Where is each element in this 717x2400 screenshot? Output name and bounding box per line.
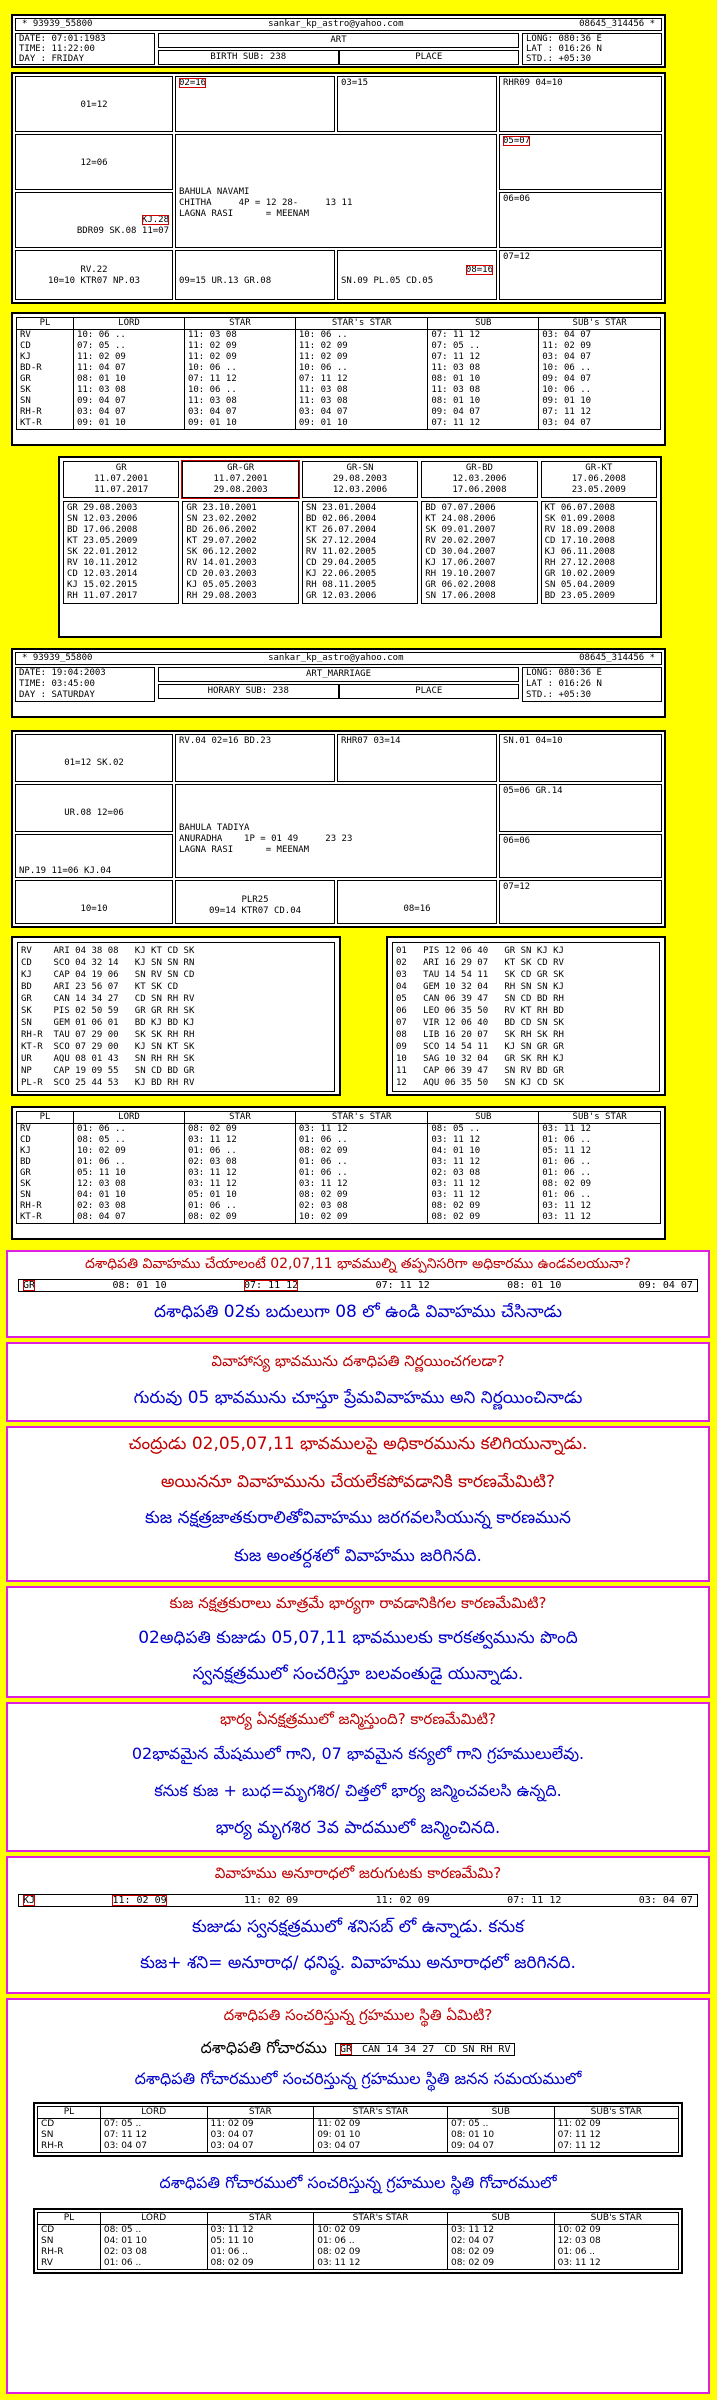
cell: 10: 06 .. 07: 05 .. 11: 02 09 11: 04 07 08: 01 10 11: 03 08 09: 04 07 03: 04 07 09: 01 10 <box>74 330 185 430</box>
cell: RV CD KJ BD-R GR SK SN RH-R KT-R <box>17 330 74 430</box>
house-11-label: BDR09 SK.08 11=07 <box>76 226 169 236</box>
cell: 10: 02 09 01: 06 .. 08: 02 09 03: 11 12 <box>314 2225 448 2270</box>
col-subs-star: SUB's STAR <box>554 2213 678 2225</box>
col-pl: PL <box>38 2107 101 2119</box>
house-8 <box>337 250 497 300</box>
latitude: LAT : 016:26 N <box>526 44 602 54</box>
col-stars-star: STAR's STAR <box>314 2213 448 2225</box>
phone-id: * 93939_55800 <box>22 19 93 29</box>
col-sub: SUB <box>447 2107 554 2119</box>
cell: 03: 04 07 11: 02 09 03: 04 07 10: 06 .. 09: 04 07 10: 06 .. 09: 01 10 07: 11 12 03: 04 07 <box>539 330 661 430</box>
strip-cell: 08: 01 10 <box>112 1280 167 1291</box>
strip-cell: 07: 11 12 <box>244 1280 299 1291</box>
horary-time: TIME: 03:45:00 <box>19 679 95 689</box>
answer-line: కుజ నక్షత్రజాతకురాలితోవివాహము జరగవలసియున్న కారణమున <box>145 1508 571 1528</box>
email: sankar_kp_astro@yahoo.com <box>268 653 404 663</box>
answer-text: గురువు 05 భావమును చూస్తూ ప్రేమవివాహము అని నిర్ణయించినాడు <box>133 1388 583 1408</box>
birth-sub: BIRTH SUB: 238 <box>158 50 339 65</box>
strip-cell: 07: 11 12 <box>507 1895 562 1906</box>
cell: 07: 11 12 07: 05 .. 07: 11 12 11: 03 08 08: 01 10 11: 03 08 08: 01 10 09: 04 07 07: 11 12 <box>428 330 539 430</box>
house-7: 07=12 <box>499 880 662 924</box>
question-block-6 <box>6 1856 710 1994</box>
dasa-table <box>58 456 662 638</box>
cell: CD SN RH-R RV <box>38 2225 101 2270</box>
question-text: వివాహాస్య భావమును దశాధిపతి నిర్ణయించగలడా? <box>211 1352 505 1370</box>
cell: 01: 06 .. 08: 05 .. 10: 02 09 01: 06 .. 05: 11 10 12: 03 08 04: 01 10 02: 03 08 08: 04 07 <box>74 1124 185 1224</box>
chart2-header <box>11 648 666 718</box>
question-block-1 <box>6 1250 710 1338</box>
house-11 <box>15 192 173 248</box>
cell: 11: 02 09 07: 11 12 07: 11 12 <box>554 2119 678 2153</box>
gr-strip <box>18 1279 698 1292</box>
col-pl: PL <box>17 318 74 330</box>
cell: 07: 05 .. 08: 01 10 09: 04 07 <box>447 2119 554 2153</box>
cell: CD SN RH-R <box>38 2119 101 2153</box>
transit-table-gochara <box>33 2208 683 2274</box>
cusp-list: 01 PIS 12 06 40 GR SN KJ KJ 02 ARI 16 29 07 KT SK CD RV 03 TAU 14 54 11 SK CD GR SK 04 GEM 10 32 04 RH SN SN KJ 05 CAN 06 39 47 SN CD BD RH 06 LEO 06 35 50 RV KT RH BD 07 VIR 12 06 40 BD CD SN SK 08 LIB 16 20 07 SK RH SK RH 09 SCO 14 54 11 KJ SN GR GR 10 SAG 10 32 04 GR SK RH KJ 11 CAP 06 39 47 SN RV BD GR 12 AQU 06 35 50 SN KJ CD SK <box>392 942 660 1092</box>
horary-date: DATE: 19:04:2003 <box>19 668 106 678</box>
significator-table-2 <box>11 1106 666 1240</box>
house-8-label: 08=16 <box>465 265 493 275</box>
col-subs-star: SUB's STAR <box>539 318 661 330</box>
horary-sub: HORARY SUB: 238 <box>158 684 339 699</box>
house-2-label: 02=16 <box>179 78 207 88</box>
col-pl: PL <box>17 1112 74 1124</box>
strip-cell: 08: 01 10 <box>507 1280 562 1291</box>
question-text: భార్య ఏనక్షత్రములో జన్మిస్తుంది? కారణమేమిటి? <box>219 1710 497 1728</box>
house-8-planets: SN.09 PL.05 CD.05 <box>341 276 434 286</box>
kj-strip <box>18 1894 698 1907</box>
house-5 <box>499 134 662 190</box>
cusp-positions-right <box>386 936 666 1096</box>
cell: 03: 11 12 05: 11 10 01: 06 .. 08: 02 09 <box>207 2225 314 2270</box>
col-sub: SUB <box>428 318 539 330</box>
longitude: LONG: 080:36 E <box>526 34 602 44</box>
chart-title: ART <box>158 33 519 48</box>
std-time: STD.: +05:30 <box>526 690 592 700</box>
col-sub: SUB <box>447 2213 554 2225</box>
question-block-2 <box>6 1342 710 1422</box>
answer-text: దశాధిపతి 02కు బదులుగా 08 లో ఉండి వివాహము చేసినాడు <box>154 1302 562 1322</box>
strip-cell: 09: 04 07 <box>638 1280 693 1291</box>
dasa-header: GR-GR 11.07.2001 29.08.2003 <box>182 461 298 498</box>
place: PLACE <box>339 50 520 65</box>
cell: 03: 11 12 02: 04 07 08: 02 09 08: 02 09 <box>447 2225 554 2270</box>
house-3: 03=15 <box>337 76 497 132</box>
house-4: SN.01 04=10 <box>499 734 662 782</box>
house-9: PLR25 09=14 KTR07 CD.04 <box>175 880 335 924</box>
answer-line: దశాధిపతి గోచారములో సంచరిస్తున్న గ్రహముల స్థితి జనన సమయములో <box>134 2069 582 2088</box>
latitude: LAT : 016:26 N <box>526 679 602 689</box>
answer-line: కుజుడు స్వనక్షత్రములో శనిసబ్ లో ఉన్నాడు. కనుక <box>192 1917 524 1937</box>
question-block-4 <box>6 1586 710 1698</box>
birth-chart <box>11 72 666 304</box>
cell: 03: 11 12 01: 06 .. 05: 11 12 01: 06 .. 01: 06 .. 08: 02 09 01: 06 .. 03: 11 12 03: 11 12 <box>539 1124 661 1224</box>
horary-chart <box>11 730 666 928</box>
transit-table-natal <box>33 2102 683 2157</box>
planet-positions-left <box>11 936 341 1096</box>
house-4: RHR09 04=10 <box>499 76 662 132</box>
question-line: అయిననూ వివాహమును చేయలేకపోవడానికి కారణమేమిటి? <box>160 1472 556 1492</box>
chart1-header <box>11 14 666 68</box>
strip-cell: 07: 11 12 <box>375 1280 430 1291</box>
col-subs-star: SUB's STAR <box>539 1112 661 1124</box>
strip-cell: 11: 02 09 <box>244 1895 299 1906</box>
question-line: చంద్రుడు 02,05,07,11 భావములపై అధికారమును కలిగియున్నాడు. <box>128 1434 588 1454</box>
question-text: దశాధిపతి వివాహము చేయాలంటే 02,07,11 భావముల్ని తప్పనిసరిగా అధికారము ఉండవలయునా? <box>85 1256 631 1272</box>
cell: 08: 05 .. 04: 01 10 02: 03 08 01: 06 .. <box>100 2225 207 2270</box>
house-7: 07=12 <box>499 250 662 300</box>
birth-date: DATE: 07:01:1983 <box>19 34 106 44</box>
house-11: NP.19 11=06 KJ.04 <box>15 834 173 878</box>
cell: 03: 11 12 01: 06 .. 08: 02 09 01: 06 .. 01: 06 .. 03: 11 12 08: 02 09 02: 03 08 10: 02 09 <box>295 1124 427 1224</box>
house-5-label: 05=07 <box>503 136 531 146</box>
place: PLACE <box>339 684 520 699</box>
kj-position: KJ.28 <box>141 215 169 225</box>
chart-center: BAHULA NAVAMI CHITHA 4P = 12 28- 13 11 LAGNA RASI = MEENAM <box>175 134 497 248</box>
strip-cell: 03: 04 07 <box>638 1895 693 1906</box>
answer-line: కనుక కుజ + బుధ=మృగశిర/ చిత్తలో భార్య జన్మించవలసి ఉన్నది. <box>154 1781 562 1800</box>
strip-cell: CD SN RH RV <box>444 2044 511 2055</box>
phone: 08645_314456 * <box>579 19 655 29</box>
gochara-label: దశాధిపతి గోచారము <box>200 2038 327 2057</box>
strip-cell: 11: 02 09 <box>112 1895 167 1906</box>
gochara-row <box>8 2028 708 2061</box>
phone: 08645_314456 * <box>579 653 655 663</box>
col-lord: LORD <box>100 2213 207 2225</box>
dasa-list: GR 29.08.2003 SN 12.03.2006 BD 17.06.2008 KT 23.05.2009 SK 22.01.2012 RV 10.11.2012 CD 12.03.2014 KJ 15.02.2015 RH 11.07.2017 <box>63 501 179 604</box>
cell: 08: 05 .. 03: 11 12 04: 01 10 03: 11 12 02: 03 08 03: 11 12 03: 11 12 08: 02 09 08: 02 09 <box>428 1124 539 1224</box>
cell: 10: 02 09 12: 03 08 01: 06 .. 03: 11 12 <box>554 2225 678 2270</box>
house-8: 08=16 <box>337 880 497 924</box>
strip-cell: CAN 14 34 27 <box>362 2044 435 2055</box>
col-stars-star: STAR's STAR <box>314 2107 448 2119</box>
answer-line: స్వనక్షత్రములో సంచరిస్తూ బలవంతుడై యున్నాడు. <box>192 1664 524 1684</box>
house-6: 06=06 <box>499 192 662 248</box>
cell: 10: 06 .. 11: 02 09 11: 02 09 10: 06 .. 07: 11 12 11: 03 08 11: 03 08 03: 04 07 09: 01 10 <box>295 330 427 430</box>
dasa-list: KT 06.07.2008 SK 01.09.2008 RV 18.09.2008 CD 17.10.2008 KJ 06.11.2008 RH 27.12.2008 GR 10.02.2009 SN 05.04.2009 BD 23.05.2009 <box>541 501 657 604</box>
col-stars-star: STAR's STAR <box>295 1112 427 1124</box>
answer-line: 02భావమైన మేషములో గాని, 07 భావమైన కన్యలో గాని గ్రహములులేవు. <box>131 1744 585 1763</box>
house-1: 01=12 <box>15 76 173 132</box>
house-10: 10=10 <box>15 880 173 924</box>
dasa-header: GR-KT 17.06.2008 23.05.2009 <box>541 461 657 498</box>
answer-line: దశాధిపతి గోచారములో సంచరిస్తున్న గ్రహముల స్థితి గోచారములో <box>159 2173 557 2192</box>
cell: 11: 02 09 09: 01 10 03: 04 07 <box>314 2119 448 2153</box>
house-1: 01=12 SK.02 <box>15 734 173 782</box>
house-5: 05=06 GR.14 <box>499 784 662 832</box>
answer-line: కుజ అంతర్దశలో వివాహము జరిగినది. <box>234 1546 482 1566</box>
col-star: STAR <box>207 2213 314 2225</box>
strip-cell: GR <box>339 2044 352 2055</box>
significator-table-1 <box>11 312 666 446</box>
house-2 <box>175 76 335 132</box>
house-9: 09=15 UR.13 GR.08 <box>175 250 335 300</box>
email: sankar_kp_astro@yahoo.com <box>268 19 404 29</box>
col-star: STAR <box>184 318 295 330</box>
strip-cell: 11: 02 09 <box>375 1895 430 1906</box>
question-block-7 <box>6 1998 710 2394</box>
house-3: RHR07 03=14 <box>337 734 497 782</box>
dasa-list: GR 23.10.2001 SN 23.02.2002 BD 26.06.2002 KT 29.07.2002 SK 06.12.2002 RV 14.01.2003 CD 20.03.2003 KJ 05.05.2003 RH 29.08.2003 <box>182 501 298 604</box>
house-6: 06=06 <box>499 834 662 878</box>
col-sub: SUB <box>428 1112 539 1124</box>
dasa-header: GR 11.07.2001 11.07.2017 <box>63 461 179 498</box>
col-star: STAR <box>207 2107 314 2119</box>
cell: 07: 05 .. 07: 11 12 03: 04 07 <box>100 2119 207 2153</box>
chart-title: ART_MARRIAGE <box>158 667 519 682</box>
birth-time: TIME: 11:22:00 <box>19 44 95 54</box>
cell: 08: 02 09 03: 11 12 01: 06 .. 02: 03 08 03: 11 12 03: 11 12 05: 01 10 01: 06 .. 08: 02 09 <box>184 1124 295 1224</box>
col-subs-star: SUB's STAR <box>554 2107 678 2119</box>
cell: RV CD KJ BD GR SK SN RH-R KT-R <box>17 1124 74 1224</box>
question-block-5 <box>6 1702 710 1852</box>
answer-line: కుజ+ శని= అనూరాధ/ ధనిష్ఠ. వివాహము అనూరాధలో జరిగినది. <box>140 1953 576 1973</box>
col-lord: LORD <box>100 2107 207 2119</box>
house-10: RV.22 10=10 KTR07 NP.03 <box>15 250 173 300</box>
birth-day: DAY : FRIDAY <box>19 54 85 64</box>
question-text: వివాహము అనూరాధలో జరుగుటకు కారణమేమి? <box>214 1864 502 1882</box>
phone-id: * 93939_55800 <box>22 653 93 663</box>
dasa-header: GR-BD 12.03.2006 17.06.2008 <box>421 461 537 498</box>
question-block-3 <box>6 1426 710 1582</box>
chart-center: BAHULA TADIYA ANURADHA 1P = 01 49 23 23 LAGNA RASI = MEENAM <box>175 784 497 878</box>
cell: 11: 03 08 11: 02 09 11: 02 09 10: 06 .. 07: 11 12 10: 06 .. 11: 03 08 03: 04 07 09: 01 10 <box>184 330 295 430</box>
col-lord: LORD <box>74 318 185 330</box>
gochara-strip <box>335 2043 516 2056</box>
house-12: UR.08 12=06 <box>15 784 173 832</box>
dasa-list: BD 07.07.2006 KT 24.08.2006 SK 09.01.2007 RV 20.02.2007 CD 30.04.2007 KJ 17.06.2007 RH 19.10.2007 GR 06.02.2008 SN 17.06.2008 <box>421 501 537 604</box>
strip-cell: GR <box>23 1280 36 1291</box>
answer-line: భార్య మృగశిర 3వ పాదములో జన్మించినది. <box>215 1818 501 1838</box>
dasa-header: GR-SN 29.08.2003 12.03.2006 <box>302 461 418 498</box>
planet-list: RV ARI 04 38 08 KJ KT CD SK CD SCO 04 32 14 KJ SN SN RN KJ CAP 04 19 06 SN RV SN CD BD ARI 23 56 07 KT SK CD GR CAN 14 34 27 CD SN RH RV SK PIS 02 50 59 GR GR RH SK SN GEM 01 06 01 BD KJ BD KJ RH-R TAU 07 29 00 SK SK RH RH KT-R SCO 07 29 00 KJ SN KT SK UR AQU 08 01 43 SN RH RH SK NP CAP 19 09 55 SN CD BD GR PL-R SCO 25 44 53 KJ BD RH RV <box>17 942 335 1092</box>
col-stars-star: STAR's STAR <box>295 318 427 330</box>
col-star: STAR <box>184 1112 295 1124</box>
strip-cell: KJ <box>23 1895 36 1906</box>
col-pl: PL <box>38 2213 101 2225</box>
house-12: 12=06 <box>15 134 173 190</box>
answer-line: 02అధిపతి కుజుడు 05,07,11 భావములకు కారకత్వమును పొంది <box>138 1628 578 1648</box>
longitude: LONG: 080:36 E <box>526 668 602 678</box>
question-text: కుజ నక్షత్రకురాలు మాత్రమే భార్యగా రావడానికిగల కారణమేమిటి? <box>169 1594 547 1612</box>
col-lord: LORD <box>74 1112 185 1124</box>
std-time: STD.: +05:30 <box>526 54 592 64</box>
dasa-list: SN 23.01.2004 BD 02.06.2004 KT 26.07.2004 SK 27.12.2004 RV 11.02.2005 CD 29.04.2005 KJ 22.06.2005 RH 08.11.2005 GR 12.03.2006 <box>302 501 418 604</box>
house-2: RV.04 02=16 BD.23 <box>175 734 335 782</box>
horary-day: DAY : SATURDAY <box>19 690 95 700</box>
question-text: దశాధిపతి సంచరిస్తున్న గ్రహముల స్థితి ఏమిటి? <box>223 2006 493 2024</box>
cell: 11: 02 09 03: 04 07 03: 04 07 <box>207 2119 314 2153</box>
